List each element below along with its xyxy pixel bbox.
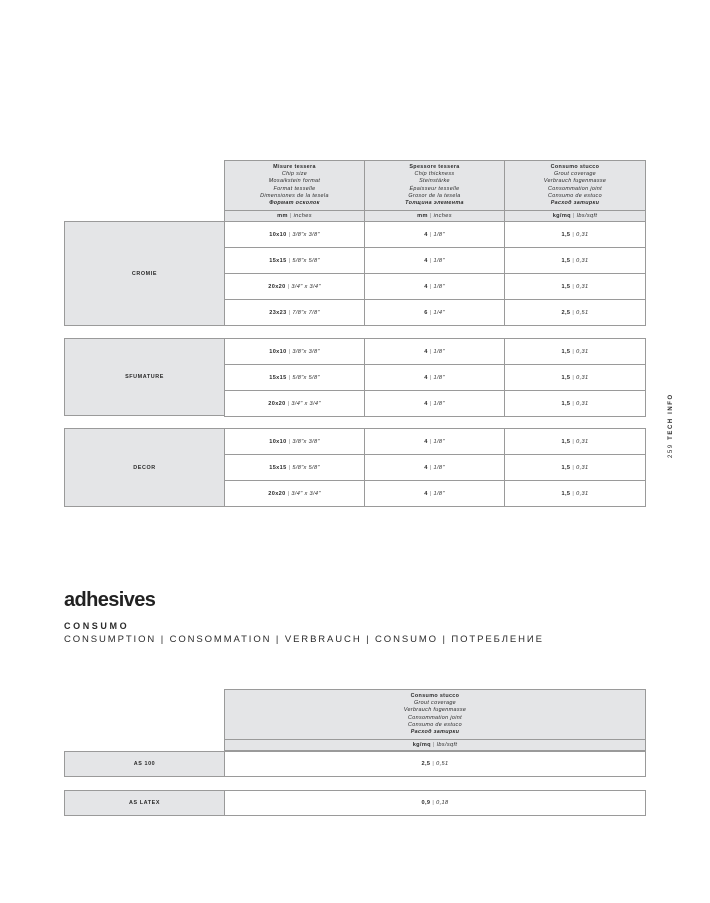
value-metric: 6 — [424, 309, 428, 316]
value-metric: 20x20 — [268, 283, 286, 290]
value-imperial: 0,31 — [576, 257, 589, 264]
value-metric: 20x20 — [268, 490, 286, 497]
header-line: Dimensiones de la tesela — [260, 192, 329, 199]
value-imperial: 1/8" — [433, 464, 445, 471]
value-imperial: 1/8" — [433, 490, 445, 497]
adhesive-label: AS LATEX — [128, 800, 161, 806]
value-imperial: 1/8" — [433, 400, 445, 407]
thickness-cell: 4 | 1/8" — [364, 247, 505, 274]
unit-cell: kg/mq | lbs/sqft — [224, 739, 646, 751]
group-label-sfumature — [64, 338, 225, 416]
group-label-decor — [64, 428, 225, 507]
size-cell: 20x20 | 3/4" x 3/4" — [224, 390, 365, 417]
value-imperial: 3/8"x 3/8" — [292, 348, 320, 355]
value-metric: 4 — [424, 231, 428, 238]
coverage-cell: 1,5 | 0,31 — [504, 480, 646, 507]
coverage-cell: 1,5 | 0,31 — [504, 338, 646, 365]
value-imperial: 0,31 — [576, 438, 589, 445]
header-grout-coverage — [224, 689, 646, 740]
coverage-cell: 1,5 | 0,31 — [504, 221, 646, 248]
value-metric: 2,5 — [561, 309, 571, 316]
value-imperial: 5/8"x 5/8" — [292, 374, 320, 381]
value-metric: 10x10 — [269, 438, 287, 445]
thickness-cell: 4 | 1/8" — [364, 221, 505, 248]
value-metric: 15x15 — [269, 464, 287, 471]
adhesive-name — [64, 751, 225, 777]
header-line: Grosor de la tesela — [408, 192, 461, 199]
value-imperial: 0,31 — [576, 374, 589, 381]
size-cell: 23x23 | 7/8"x 7/8" — [224, 299, 365, 326]
header-chip-size — [224, 160, 365, 211]
header-line: Misure tessera — [273, 164, 316, 170]
size-cell: 15x15 | 5/8"x 5/8" — [224, 247, 365, 274]
group-name: CROMIE — [131, 270, 158, 277]
value-metric: 4 — [424, 374, 428, 381]
header-line: Grout coverage — [553, 171, 597, 178]
value-metric: 15x15 — [269, 374, 287, 381]
value-metric: 4 — [424, 348, 428, 355]
thickness-cell: 4 | 1/8" — [364, 390, 505, 417]
header-line: Consumo de estuco — [548, 192, 602, 199]
value-metric: 1,5 — [561, 400, 571, 407]
coverage-cell: 1,5 | 0,31 — [504, 247, 646, 274]
unit-imperial: lbs/sqft — [576, 213, 598, 219]
value-imperial: 0,31 — [576, 490, 589, 497]
header-chip-thickness — [364, 160, 505, 211]
header-line: Consommation joint — [548, 185, 602, 192]
value-metric: 10x10 — [269, 231, 287, 238]
header-line: Grout coverage — [413, 700, 457, 707]
size-cell: 10x10 | 3/8"x 3/8" — [224, 428, 365, 455]
header-line: Формат осколок — [269, 200, 320, 207]
size-cell: 20x20 | 3/4" x 3/4" — [224, 273, 365, 300]
section-title: adhesives — [64, 589, 156, 611]
header-line: Толщина элемента — [405, 200, 464, 207]
value-imperial: 1/8" — [433, 283, 445, 290]
value-imperial: 5/8"x 5/8" — [292, 464, 320, 471]
value-imperial: 3/4" x 3/4" — [291, 283, 321, 290]
value-imperial: 3/8"x 3/8" — [292, 438, 320, 445]
size-cell: 15x15 | 5/8"x 5/8" — [224, 364, 365, 391]
unit-cell: kg/mq | lbs/sqft — [504, 210, 646, 222]
consumption-subtitle: CONSUMPTION | CONSOMMATION | VERBRAUCH | CONSUMO | ПОТРЕБЛЕНИЕ — [64, 634, 544, 645]
value-metric: 1,5 — [561, 464, 571, 471]
section-label: TECH INFO — [668, 393, 674, 440]
size-cell: 15x15 | 5/8"x 5/8" — [224, 454, 365, 481]
value-metric: 1,5 — [561, 374, 571, 381]
value-imperial: 3/8"x 3/8" — [292, 231, 320, 238]
unit-imperial: lbs/sqft — [436, 742, 458, 748]
value-imperial: 3/4" x 3/4" — [291, 400, 321, 407]
adhesive-value: 2,5 | 0,51 — [224, 751, 646, 777]
unit-metric: kg/mq — [412, 742, 431, 748]
thickness-cell: 4 | 1/8" — [364, 454, 505, 481]
value-metric: 10x10 — [269, 348, 287, 355]
value-metric: 4 — [424, 283, 428, 290]
value-imperial: 0,51 — [576, 309, 589, 316]
value-metric: 4 — [424, 490, 428, 497]
value-imperial: 1/8" — [433, 374, 445, 381]
value-metric: 4 — [424, 464, 428, 471]
header-line: Mosaikstein format — [268, 178, 321, 185]
value-imperial: 0,31 — [576, 400, 589, 407]
header-grout-coverage — [504, 160, 646, 211]
value-metric: 4 — [424, 400, 428, 407]
header-line: Consumo de estuco — [408, 721, 462, 728]
value-imperial: 1/8" — [433, 348, 445, 355]
header-line: Consumo stucco — [550, 164, 600, 170]
value-metric: 1,5 — [561, 257, 571, 264]
header-line: Épaisseur tesselle — [409, 185, 460, 192]
coverage-cell: 1,5 | 0,31 — [504, 390, 646, 417]
thickness-cell: 4 | 1/8" — [364, 364, 505, 391]
coverage-cell: 1,5 | 0,31 — [504, 428, 646, 455]
size-cell: 10x10 | 3/8"x 3/8" — [224, 338, 365, 365]
header-line: Расход затирки — [550, 200, 600, 207]
value-metric: 1,5 — [561, 283, 571, 290]
unit-imperial: inches — [433, 213, 452, 219]
value-imperial: 7/8"x 7/8" — [292, 309, 320, 316]
coverage-cell: 1,5 | 0,31 — [504, 454, 646, 481]
unit-imperial: inches — [293, 213, 312, 219]
value-imperial: 0,51 — [436, 761, 449, 767]
value-imperial: 0,31 — [576, 464, 589, 471]
size-cell: 20x20 | 3/4" x 3/4" — [224, 480, 365, 507]
value-imperial: 3/4" x 3/4" — [291, 490, 321, 497]
value-metric: 0,9 — [421, 800, 431, 806]
header-line: Consumo stucco — [410, 693, 460, 699]
value-metric: 4 — [424, 438, 428, 445]
adhesive-value: 0,9 | 0,18 — [224, 790, 646, 816]
value-imperial: 0,31 — [576, 231, 589, 238]
unit-cell: mm | inches — [364, 210, 505, 222]
coverage-cell: 1,5 | 0,31 — [504, 364, 646, 391]
value-metric: 1,5 — [561, 348, 571, 355]
header-line: Consommation joint — [408, 714, 462, 721]
header-line: Spessore tessera — [409, 164, 460, 170]
value-imperial: 1/8" — [433, 231, 445, 238]
header-line: Format tesselle — [273, 185, 316, 192]
thickness-cell: 4 | 1/8" — [364, 428, 505, 455]
group-name: SFUMATURE — [125, 374, 164, 380]
coverage-cell: 1,5 | 0,31 — [504, 273, 646, 300]
unit-metric: mm — [417, 213, 428, 219]
value-imperial: 1/8" — [433, 438, 445, 445]
group-name: DECOR — [133, 464, 156, 471]
header-line: Расход затирки — [410, 729, 460, 736]
value-imperial: 0,31 — [576, 283, 589, 290]
value-metric: 20x20 — [268, 400, 286, 407]
value-metric: 23x23 — [269, 309, 287, 316]
page-number: 259 — [668, 443, 674, 458]
value-metric: 2,5 — [421, 761, 431, 767]
value-imperial: 1/4" — [433, 309, 445, 316]
value-metric: 4 — [424, 257, 428, 264]
header-line: Steinstärke — [419, 178, 450, 185]
group-label-cromie — [64, 221, 225, 326]
consumo-heading: CONSUMO — [64, 621, 130, 631]
thickness-cell: 6 | 1/4" — [364, 299, 505, 326]
adhesive-name — [64, 790, 225, 816]
value-metric: 15x15 — [269, 257, 287, 264]
value-metric: 1,5 — [561, 231, 571, 238]
header-line: Verbrauch fugenmasse — [543, 178, 607, 185]
thickness-cell: 4 | 1/8" — [364, 338, 505, 365]
header-line: Chip thickness — [414, 171, 455, 178]
unit-metric: kg/mq — [552, 213, 571, 219]
value-imperial: 0,31 — [576, 348, 589, 355]
size-cell: 10x10 | 3/8"x 3/8" — [224, 221, 365, 248]
value-imperial: 1/8" — [433, 257, 445, 264]
unit-cell: mm | inches — [224, 210, 365, 222]
thickness-cell: 4 | 1/8" — [364, 273, 505, 300]
coverage-cell: 2,5 | 0,51 — [504, 299, 646, 326]
value-metric: 1,5 — [561, 438, 571, 445]
unit-metric: mm — [277, 213, 288, 219]
thickness-cell: 4 | 1/8" — [364, 480, 505, 507]
side-page-label — [668, 393, 688, 458]
value-imperial: 5/8"x 5/8" — [292, 257, 320, 264]
value-metric: 1,5 — [561, 490, 571, 497]
header-line: Verbrauch fugenmasse — [403, 707, 467, 714]
value-imperial: 0,18 — [436, 800, 449, 806]
adhesive-label: AS 100 — [133, 761, 156, 767]
header-line: Chip size — [281, 171, 308, 178]
